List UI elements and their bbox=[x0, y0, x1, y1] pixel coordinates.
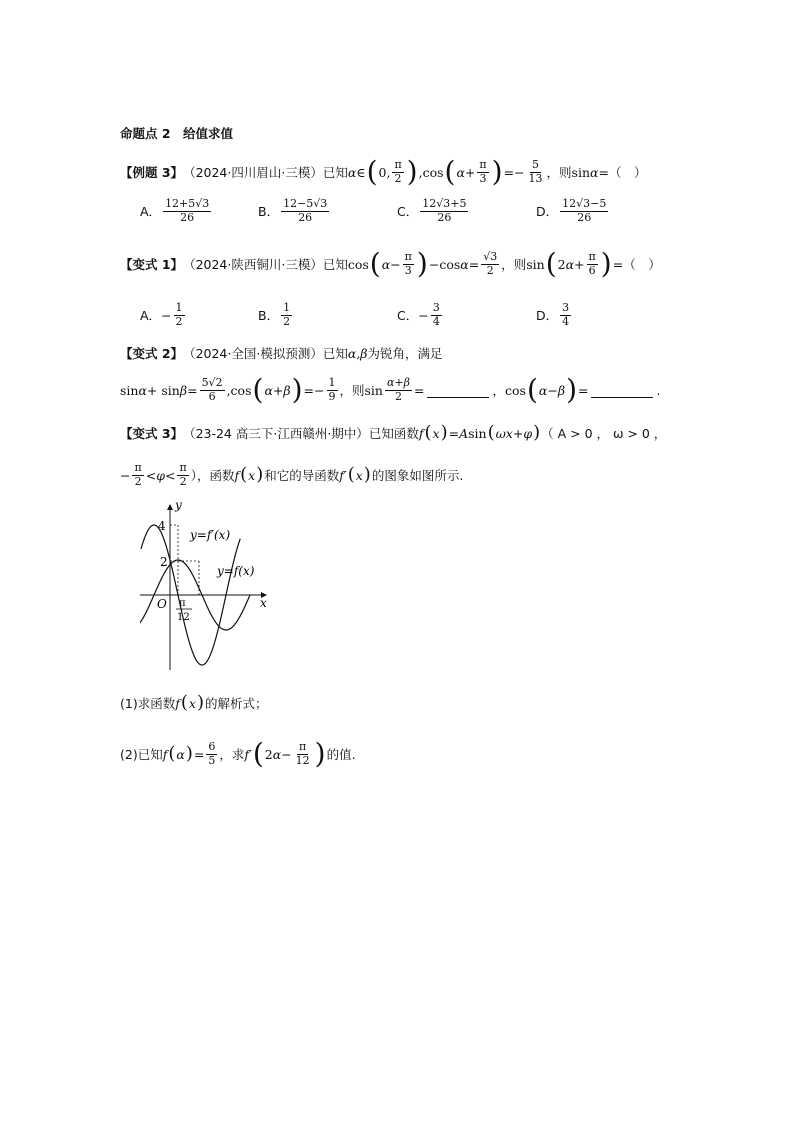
section-title: 命题点 2 给值求值 bbox=[120, 126, 234, 141]
origin-label: O bbox=[157, 597, 167, 611]
variant-2-tag: 【变式 2】 bbox=[120, 346, 184, 361]
variant-2-question: 【变式 2】 （2024·全国·模拟预测） 已知 α,β 为锐角，满足 bbox=[120, 345, 443, 361]
variant-1-option-d[interactable]: D． $\frac{3}{4}$ bbox=[536, 301, 570, 328]
variant-2-source: （2024·全国·模拟预测） bbox=[183, 346, 323, 361]
example-3-tag: 【例题 3】 bbox=[120, 165, 184, 180]
sub-question-1: (1)求函数 f ( x ) 的解析式； bbox=[120, 692, 268, 713]
variant-1-option-c[interactable]: C． − $\frac{3}{4}$ bbox=[397, 301, 440, 328]
example-3-option-b[interactable]: B． $\frac{12-5√3}{26}$ bbox=[258, 197, 328, 224]
tick-2-label: 2 bbox=[160, 555, 168, 569]
example-3-option-a[interactable]: A． $\frac{12+5√3}{26}$ bbox=[140, 197, 210, 224]
variant-1-option-a[interactable]: A． − $\frac{1}{2}$ bbox=[140, 301, 183, 328]
variant-2-formula: sin α + sin β = $\frac{5√2}{6}$ ,cos ( α + β ) =− $\frac{1}{9}$ ，则 sin $\frac{\alpha+\beta}{2}$ = ， cos ( α − β ) = . bbox=[120, 373, 661, 406]
variant-1-source: （2024·陕西铜川·三模） bbox=[183, 257, 323, 272]
variant-1-tag: 【变式 1】 bbox=[120, 257, 184, 272]
function-graph bbox=[140, 500, 280, 675]
variant-3-question: 【变式 3】 （23-24 高三下·江西赣州·期中） 已知函数 f ( x ) = A sin ( ωx + φ ) （ A > 0 ， ω > 0 ， bbox=[120, 422, 667, 443]
variant-1-option-b[interactable]: B． $\frac{1}{2}$ bbox=[258, 301, 291, 328]
sub-question-2: (2)已知 f ( α ) = $\frac{6}{5}$ ，求 f′ ( 2 α − $\frac{\pi}{12}$ ) 的值. bbox=[120, 737, 356, 770]
example-3-option-d[interactable]: D． $\frac{12√3-5}{26}$ bbox=[536, 197, 607, 224]
derivative-label: y=f′(x) bbox=[190, 528, 231, 542]
variant-1-question: 【变式 1】 （2024·陕西铜川·三模） 已知 cos ( α − $\frac{\pi}{3}$ ) −cos α = $\frac{√3}{2}$ ，则 sin ( 2 α + $\frac{\pi}{6}$ ) = （ ） bbox=[120, 247, 661, 280]
variant-3-source: （23-24 高三下·江西赣州·期中） bbox=[183, 426, 369, 441]
x-axis-label: x bbox=[260, 596, 267, 610]
tick-pi-num: π bbox=[179, 598, 186, 609]
y-axis-label: y bbox=[175, 500, 182, 512]
example-3-source: （2024·四川眉山·三模） bbox=[183, 165, 323, 180]
tick-pi-den: 12 bbox=[177, 612, 190, 623]
example-3-option-c[interactable]: C． $\frac{12√3+5}{26}$ bbox=[397, 197, 467, 224]
variant-3-tag: 【变式 3】 bbox=[120, 426, 184, 441]
tick-4-label: 4 bbox=[158, 519, 166, 533]
variant-3-condition: − $\frac{\pi}{2}$ < φ < $\frac{\pi}{2}$ ），函数 f ( x ) 和它的导函数 f′ ( x ) 的图象如图所示. bbox=[120, 461, 464, 488]
answer-blank-2[interactable] bbox=[591, 383, 653, 398]
function-label: y=f(x) bbox=[217, 564, 255, 578]
answer-blank-1[interactable] bbox=[427, 383, 489, 398]
example-3-question: 【例题 3】 （2024·四川眉山·三模） 已知 α ∈ ( 0, $\frac{\pi}{2}$ ) ,cos ( α + $\frac{\pi}{3}$ ) =− $\frac{5}{13}$ ，则 sin α = （ ） bbox=[120, 155, 647, 188]
